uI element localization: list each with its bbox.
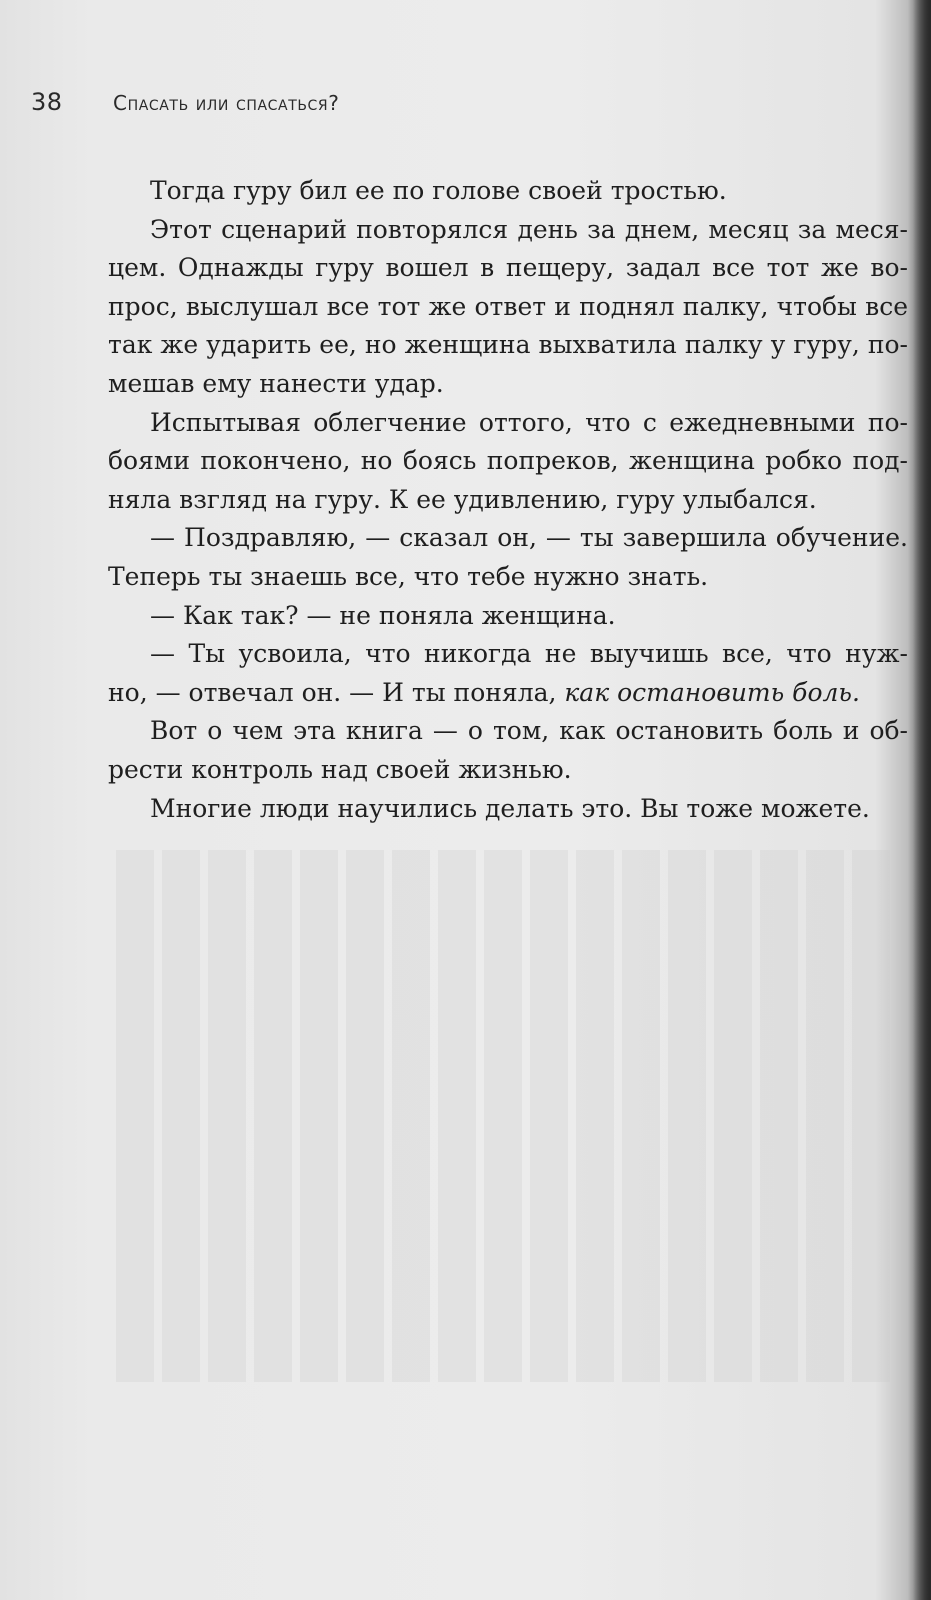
page-edge-shadow (913, 0, 931, 1600)
running-title: Спасать или спасаться? (113, 91, 340, 115)
page-number: 38 (31, 88, 63, 116)
text-line: Многие люди научились делать это. Вы тоже можете. (150, 793, 870, 823)
text-line: боями покончено, но боясь попреков, женщина робко под- (108, 446, 908, 476)
text-line: так же ударить ее, но женщина выхватила палку у гуру, по- (108, 330, 908, 360)
dialogue-line: — Ты усвоила, что никогда не выучишь все, что нуж- (150, 639, 908, 669)
text-line: мешав ему нанести удар. (108, 368, 444, 398)
page-header (31, 88, 339, 118)
dialogue-line: — Как так? — не поняла женщина. (150, 600, 616, 630)
text-line: прос, выслушал все тот же ответ и поднял палку, чтобы все (108, 291, 908, 321)
text-line: няла взгляд на гуру. К ее удивлению, гуру улыбался. (108, 484, 817, 514)
text-line: Вот о чем эта книга — о том, как остановить боль и об- (150, 716, 908, 746)
text-line: Испытывая облегчение оттого, что с ежедневными по- (150, 407, 908, 437)
text-line: Тогда гуру бил ее по голове своей тростью. (150, 176, 727, 205)
text-segment: но, — отвечал он. — И ты поняла, (108, 677, 565, 707)
text-line: цем. Однажды гуру вошел в пещеру, задал все тот же во- (108, 253, 908, 283)
text-line: рести контроль над своей жизнью. (108, 754, 572, 784)
show-through-text (110, 850, 890, 1382)
dialogue-line: — Поздравляю, — сказал он, — ты завершила обучение. (150, 523, 908, 553)
text-line: Этот сценарий повторялся день за днем, месяц за меся- (150, 214, 908, 244)
text-line: Теперь ты знаешь все, что тебе нужно знать. (108, 561, 709, 591)
italic-emphasis: как остановить боль. (564, 677, 860, 707)
body-text (108, 172, 908, 828)
text-line (108, 674, 908, 713)
